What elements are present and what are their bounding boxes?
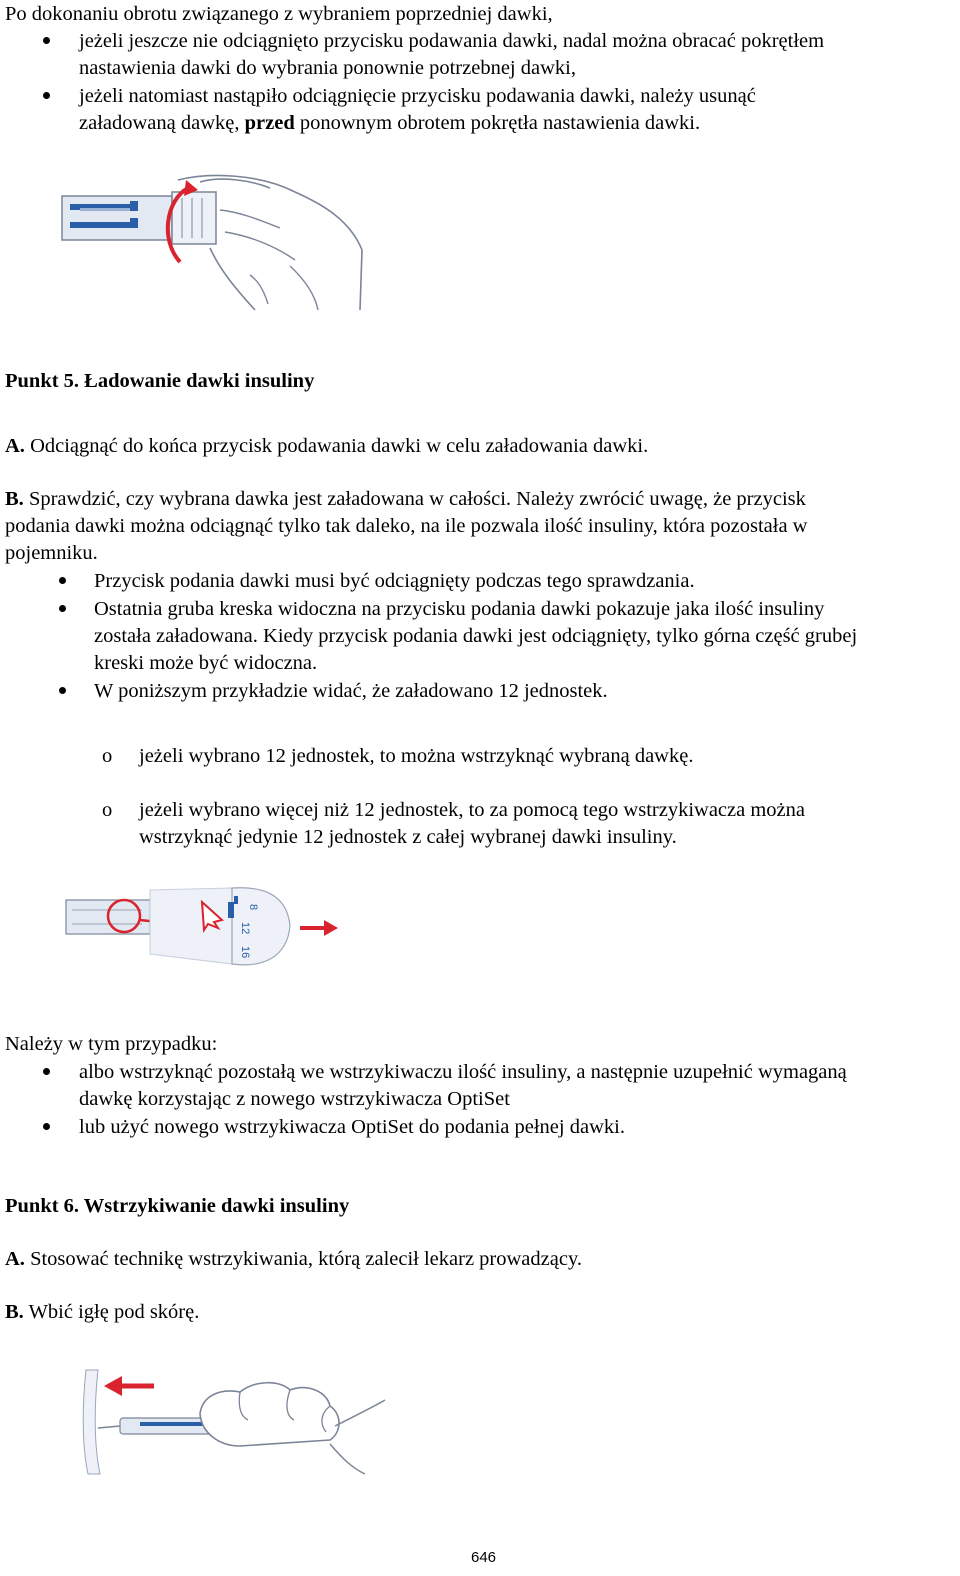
case-intro: Należy w tym przypadku: [5,1033,218,1055]
check-bullet-2-line-3: kreski może być widoczna. [94,652,318,674]
step-5b-line-3: pojemniku. [5,542,98,564]
step-label: A. [5,1248,25,1270]
intro-bullet-1-line-1: jeżeli jeszcze nie odciągnięto przycisku podawania dawki, nadal można obracać pokrętłem [79,30,825,52]
scale-label-12: 12 [239,922,251,935]
step-label: B. [5,1301,24,1323]
step-text: Odciągnąć do końca przycisk podawania dawki w celu załadowania dawki. [24,435,649,457]
figure-dose-scale [62,884,352,970]
emphasis-before: przed [244,112,295,134]
check-bullet-2-line-2: została załadowana. Kiedy przycisk podania dawki jest odciągnięty, tylko górna część grubej [94,625,858,647]
sub-bullet-2-line-1: jeżeli wybrano więcej niż 12 jednostek, to za pomocą tego wstrzykiwacza można [139,799,805,821]
step-5b-line-1 [5,486,806,513]
bullet-dot [59,605,66,612]
sub-bullet-marker: o [102,745,113,767]
step-label: B. [5,488,24,510]
bullet-dot [43,1123,50,1130]
figure-injection [80,1366,390,1478]
step-6b [5,1299,199,1326]
sub-bullet-1: jeżeli wybrano 12 jednostek, to można wstrzyknąć wybraną dawkę. [139,745,694,767]
bullet-dot [43,92,50,99]
check-bullet-1: Przycisk podania dawki musi być odciągnięty podczas tego sprawdzania. [94,570,695,592]
sub-bullet-2-line-2: wstrzyknąć jedynie 12 jednostek z całej wybranej dawki insuliny. [139,826,677,848]
step-text: Wbić igłę pod skórę. [23,1301,200,1323]
sub-bullet-marker: o [102,799,113,821]
step-6a [5,1246,582,1273]
intro-bullet-2-line-2 [79,110,700,137]
section-heading-punkt-6: Punkt 6. Wstrzykiwanie dawki insuliny [5,1195,350,1217]
bullet-dot [59,687,66,694]
scale-label-16: 16 [239,946,251,959]
check-bullet-3: W poniższym przykładzie widać, że załadowano 12 jednostek. [94,680,608,702]
check-bullet-2-line-1: Ostatnia gruba kreska widoczna na przycisku podania dawki pokazuje jaka ilość insuliny [94,598,825,620]
scale-label-8: 8 [247,904,259,911]
step-text: Stosować technikę wstrzykiwania, którą zalecił lekarz prowadzący. [24,1248,582,1270]
bullet-dot [59,577,66,584]
bullet-dot [43,37,50,44]
intro-text: Po dokonaniu obrotu związanego z wybraniem poprzedniej dawki, [5,3,553,25]
step-text: Sprawdzić, czy wybrana dawka jest załadowana w całości. Należy zwrócić uwagę, że przycisk [23,488,806,510]
intro-bullet-2-line-1: jeżeli natomiast nastąpiło odciągnięcie przycisku podawania dawki, należy usunąć [79,85,756,107]
step-label: A. [5,435,25,457]
text-run: ponownym obrotem pokrętła nastawienia dawki. [294,112,701,134]
page-number: 646 [471,1549,497,1566]
step-5b-line-2: podania dawki można odciągnąć tylko tak daleko, na ile pozwala ilość insuliny, która pozostała w [5,515,808,537]
case-bullet-1-line-1: albo wstrzyknąć pozostałą we wstrzykiwaczu ilość insuliny, a następnie uzupełnić wymaganą [79,1061,847,1083]
text-run: załadowaną dawkę, [79,112,245,134]
figure-turn-dose-knob [60,170,370,318]
case-bullet-1-line-2: dawkę korzystając z nowego wstrzykiwacza OptiSet [79,1088,510,1110]
intro-bullet-1-line-2: nastawienia dawki do wybrania ponownie potrzebnej dawki, [79,57,576,79]
case-bullet-2: lub użyć nowego wstrzykiwacza OptiSet do podania pełnej dawki. [79,1116,625,1138]
step-5a [5,433,648,460]
section-heading-punkt-5: Punkt 5. Ładowanie dawki insuliny [5,370,315,392]
bullet-dot [43,1068,50,1075]
